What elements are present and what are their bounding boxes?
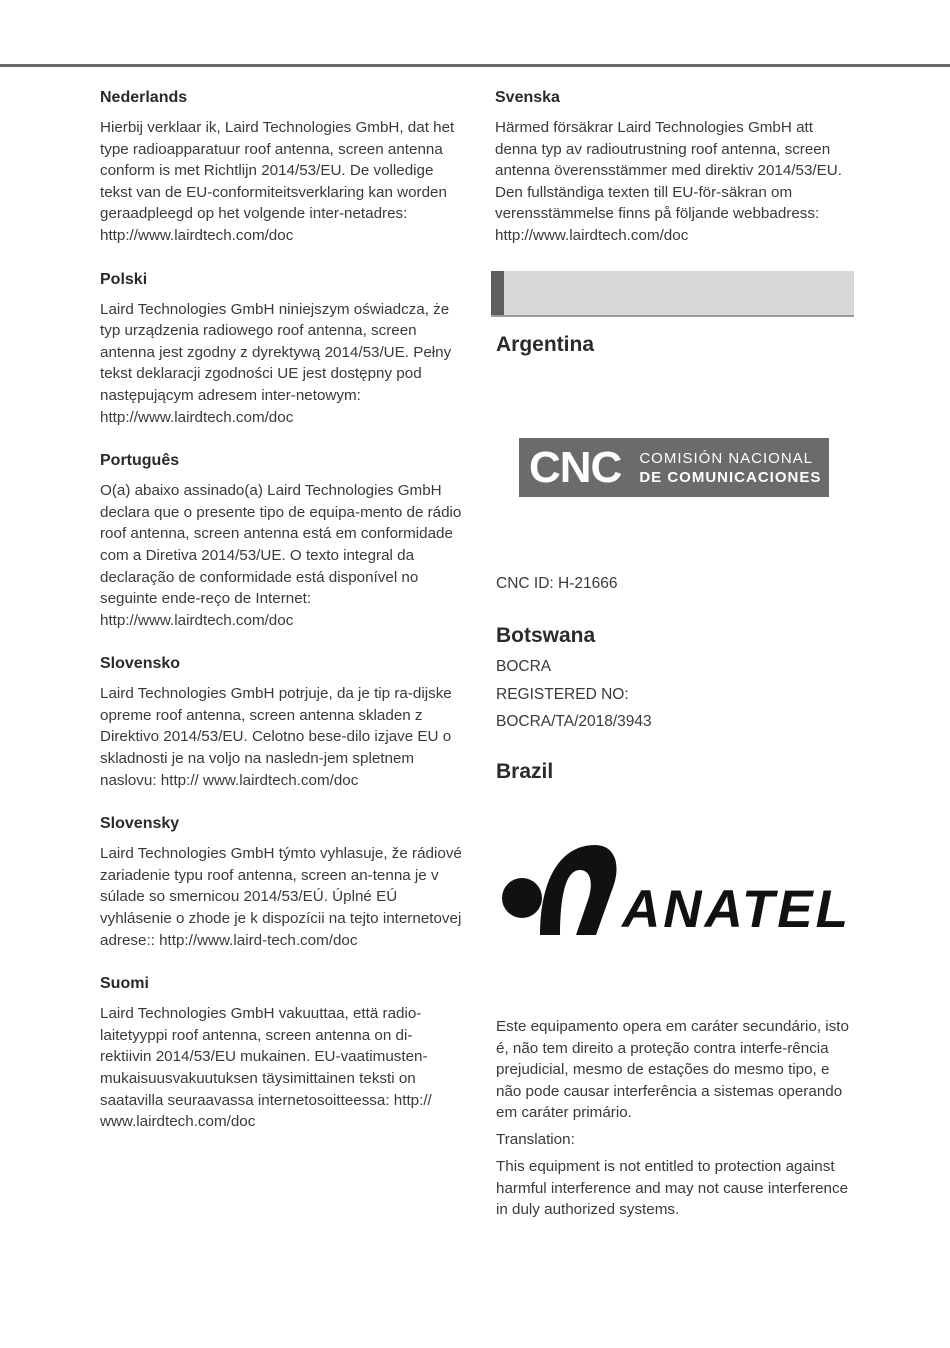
cnc-logo-line1: COMISIÓN NACIONAL (639, 449, 814, 467)
brazil-english-text: This equipment is not entitled to protection against harmful interference and may not cause interference in duly authorized systems. (496, 1158, 849, 1219)
cnc-id: CNC ID: H-21666 (496, 575, 618, 592)
section-text: Härmed försäkrar Laird Technologies GmbH att denna typ av radioutrustning roof antenna, screen antenna överensstämmer med direktiv 2014/53/EU. Den fullständiga texten till EU-för-säkran om verensstämmelse finns på följande webbadress: http://www.lairdtech.com/doc (495, 119, 842, 244)
registered-label: REGISTERED NO: (496, 686, 629, 703)
section-portugues (100, 449, 462, 631)
right-column (495, 86, 857, 268)
section-text: Hierbij verklaar ik, Laird Technologies GmbH, dat het type radioapparatuur roof antenna, screen antenna conform is met Richtlijn 2014/53/EU. De volledige tekst van de EU-conformiteitsverklaring kan worden geraadpleegd op het volgende inter-netadres: http://www.lairdtech.com/doc (100, 119, 455, 244)
top-rule (0, 64, 950, 67)
section-text: Laird Technologies GmbH vakuuttaa, että radio-laitetyyppi roof antenna, screen antenna on di-rektiivin 2014/53/EU mukainen. EU-vaatimusten-mukaisuusvakuutuksen täysimittainen teksti on saatavilla seuraavassa internetosoitteessa: http:// www.lairdtech.com/doc (100, 1005, 432, 1131)
translation-label: Translation: (496, 1131, 575, 1148)
cnc-logo-line2: DE COMUNICACIONES (639, 468, 822, 486)
botswana-heading: Botswana (496, 624, 596, 647)
section-text: Laird Technologies GmbH potrjuje, da je tip ra-dijske opreme roof antenna, screen antenna skladen z Direktivo 2014/53/EU. Celotno bese-dilo izjave EU o skladnosti je na voljo na nasledn-jem spletnem naslovu: http:// www.lairdtech.com/doc (100, 685, 452, 789)
section-banner (491, 271, 854, 317)
section-heading: Nederlands (100, 89, 188, 106)
section-heading: Slovensko (100, 655, 181, 673)
left-column (100, 86, 462, 1154)
section-slovensko (100, 652, 462, 791)
section-text: O(a) abaixo assinado(a) Laird Technologies GmbH declara que o presente tipo de equipa-mento de rádio roof antenna, screen antenna está em conformidade com a Diretiva 2014/53/UE. O texto integral da declaração de conformidade está disponível no seguinte ende-reço de Internet: http://www.lairdtech.com/doc (100, 482, 462, 629)
section-text: Laird Technologies GmbH niniejszym oświadcza, że typ urządzenia radiowego roof antenna, screen antenna jest zgodny z dyrektywą 2014/53/UE. Pełny tekst deklaracji zgodności UE jest dostępny pod następującym adresem inter-netowym: http://www.lairdtech.com/doc (100, 300, 452, 426)
cnc-logo (519, 438, 829, 497)
anatel-logo-text: ANATEL (622, 880, 851, 939)
brazil-portuguese-text: Este equipamento opera em caráter secundário, isto é, não tem direito a proteção contra interfe-rência prejudicial, mesmo de estações do mesmo tipo, e não pode causar interferência a sistemas operando em caráter primário. (496, 1018, 849, 1122)
argentina-heading: Argentina (496, 333, 595, 356)
banner-accent (491, 271, 504, 315)
bocra-line: BOCRA (496, 658, 552, 675)
registration-number: BOCRA/TA/2018/3943 (496, 713, 652, 730)
section-heading: Português (100, 452, 180, 470)
section-slovensky (100, 812, 462, 951)
section-heading: Svenska (495, 89, 560, 106)
section-nederlands (100, 86, 462, 247)
cnc-logo-subtitle (639, 449, 821, 487)
section-heading: Polski (100, 270, 148, 288)
brazil-heading: Brazil (496, 760, 554, 783)
section-heading: Slovensky (100, 815, 180, 833)
section-svenska (495, 86, 857, 247)
section-heading: Suomi (100, 975, 149, 993)
section-polski (100, 268, 462, 429)
section-text: Laird Technologies GmbH týmto vyhlasuje, že rádiové zariadenie typu roof antenna, screen an-tenna je v súlade so smernicou 2014/53/EÚ. Úplné EÚ vyhlásenie o zhode je k dispozícii na tejto internetovej adrese:: http://www.laird-tech.com/doc (100, 845, 462, 949)
cnc-logo-mark: CNC (529, 443, 622, 492)
section-suomi (100, 972, 462, 1133)
